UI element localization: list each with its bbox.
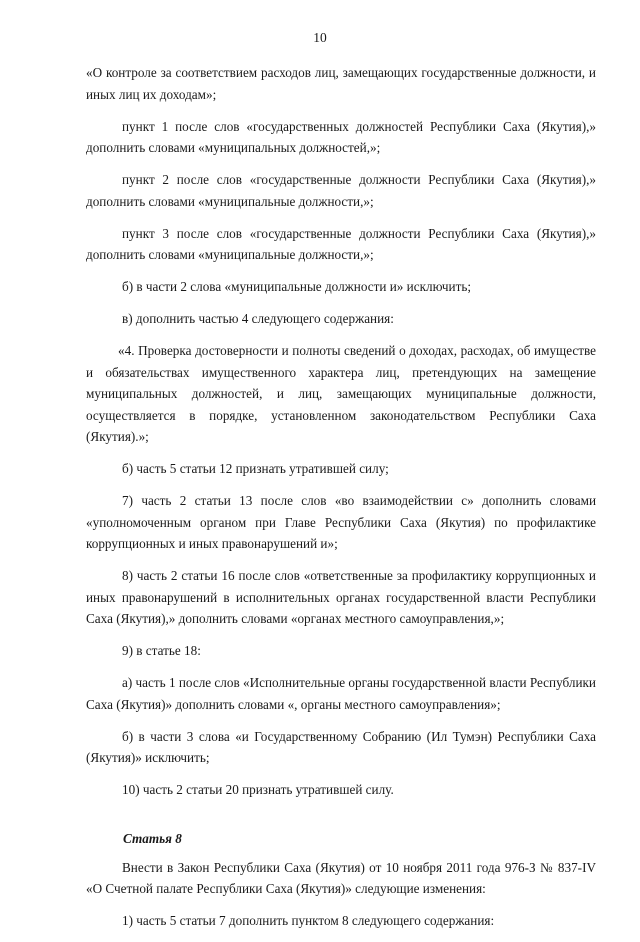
paragraph-article-16: 8) часть 2 статьи 16 после слов «ответственные за профилактику коррупционных и иных правонарушений в исполнительных органах государственной власти Республики Саха (Якутия),» дополнить словами «органах местного самоуправления,»;: [86, 568, 596, 626]
paragraph-law-title-continuation: «О контроле за соответствием расходов лиц, замещающих государственные должности, и иных лиц их доходам»;: [86, 65, 596, 102]
paragraph-article-8-intro: Внести в Закон Республики Саха (Якутия) от 10 ноября 2011 года 976-З № 837-IV «О Счетной палате Республики Саха (Якутия)» следующие изменения:: [86, 859, 596, 896]
paragraph-item-1: пункт 1 после слов «государственных должностей Республики Саха (Якутия),» дополнить словами «муниципальных должностей,»;: [86, 118, 596, 155]
paragraph-item-3: пункт 3 после слов «государственные должности Республики Саха (Якутия),» дополнить словами «муниципальные должности,»;: [86, 225, 596, 262]
paragraph-add-part-4: в) дополнить частью 4 следующего содержания:: [122, 311, 394, 326]
document-body: [86, 62, 596, 942]
paragraph-article-20: 10) часть 2 статьи 20 признать утратившей силу.: [122, 782, 394, 797]
article-heading: Статья 8: [123, 830, 182, 846]
paragraph-part-4-text: «4. Проверка достоверности и полноты сведений о доходах, расходах, об имуществе и обязательствах имущественного характера лиц, претендующих на замещение муниципальных должностей, и лиц, замещающих муниципальные должности, осуществляется в порядке, установленном законодательством Республики Саха (Якутия).»;: [86, 343, 596, 444]
paragraph-article-18-b: б) в части 3 слова «и Государственному Собранию (Ил Тумэн) Республики Саха (Якутия)» исключить;: [86, 728, 596, 765]
paragraph-part-2-exclusion: б) в части 2 слова «муниципальные должности и» исключить;: [122, 279, 472, 294]
paragraph-item-2: пункт 2 после слов «государственные должности Республики Саха (Якутия),» дополнить словами «муниципальные должности,»;: [86, 172, 596, 209]
paragraph-article-18: 9) в статье 18:: [122, 643, 201, 658]
paragraph-article-12: б) часть 5 статьи 12 признать утратившей силу;: [122, 461, 389, 476]
page-number: 10: [313, 30, 327, 45]
paragraph-article-8-item-1: 1) часть 5 статьи 7 дополнить пунктом 8 следующего содержания:: [122, 913, 495, 928]
paragraph-article-13: 7) часть 2 статьи 13 после слов «во взаимодействии с» дополнить словами «уполномоченным органом при Главе Республики Саха (Якутия) по профилактике коррупционных и иных правонарушений и»;: [86, 493, 596, 551]
paragraph-article-18-a: а) часть 1 после слов «Исполнительные органы государственной власти Республики Саха (Якутия)» дополнить словами «, органы местного самоуправления»;: [86, 675, 596, 712]
